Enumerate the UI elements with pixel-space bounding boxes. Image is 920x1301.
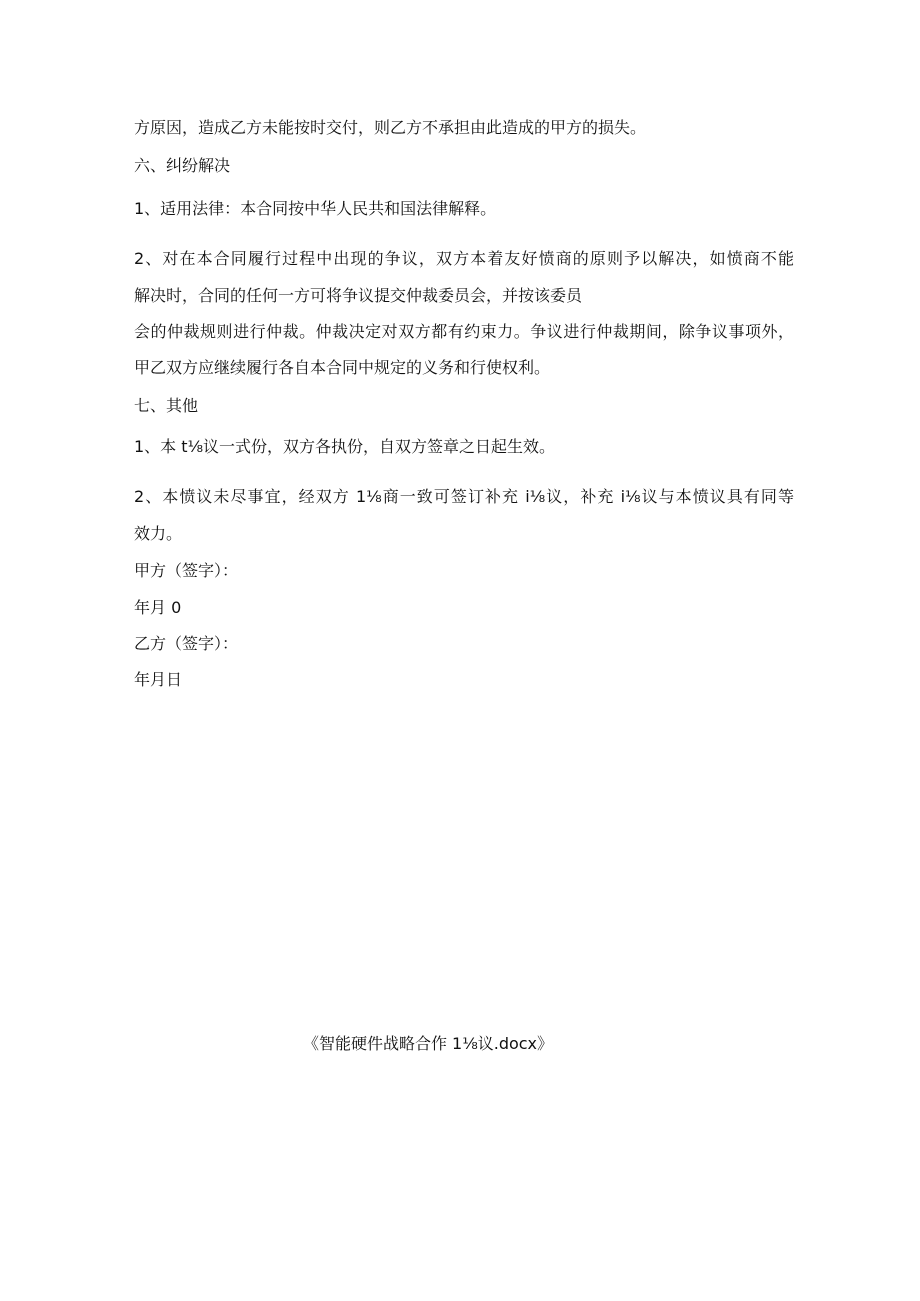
document-filename: 《智能硬件战略合作 1⅛议.docx》 — [302, 1034, 554, 1053]
section-heading-other: 七、其他 — [134, 396, 199, 415]
clause-supplement-line-1: 2、本愤议未尽事宜，经双方 1⅛商一致可签订补充 i⅛议，补充 i⅛议与本愤议具有同等 — [134, 487, 794, 506]
clause-copies: 1、本 t⅛议一式份，双方各执份，自双方签章之日起生效。 — [134, 437, 556, 456]
clause-dispute-line-2: 解决时，合同的任何一方可将争议提交仲裁委员会，并按该委员 — [134, 286, 583, 305]
clause-dispute-line-4: 甲乙双方应继续履行各自本合同中规定的义务和行使权利。 — [134, 358, 551, 377]
clause-dispute-line-3: 会的仲裁规则进行仲裁。仲裁决定对双方都有约束力。争议进行仲裁期间，除争议事项外， — [134, 322, 794, 341]
party-a-date-label: 年月 0 — [134, 598, 182, 617]
document-footer — [0, 1034, 920, 1054]
party-a-signature-label: 甲方（签字）： — [134, 561, 239, 580]
clause-supplement-line-2: 效力。 — [134, 524, 183, 543]
party-b-signature-label: 乙方（签字）： — [134, 634, 239, 653]
clause-applicable-law: 1、适用法律：本合同按中华人民共和国法律解释。 — [134, 199, 497, 218]
section-heading-dispute: 六、纠纷解决 — [134, 156, 231, 175]
paragraph-line-1: 方原因，造成乙方未能按时交付，则乙方不承担由此造成的甲方的损失。 — [134, 118, 647, 137]
party-b-date-label: 年月日 — [134, 670, 183, 689]
clause-dispute-line-1: 2、对在本合同履行过程中出现的争议，双方本着友好愤商的原则予以解决，如愤商不能 — [134, 249, 794, 268]
